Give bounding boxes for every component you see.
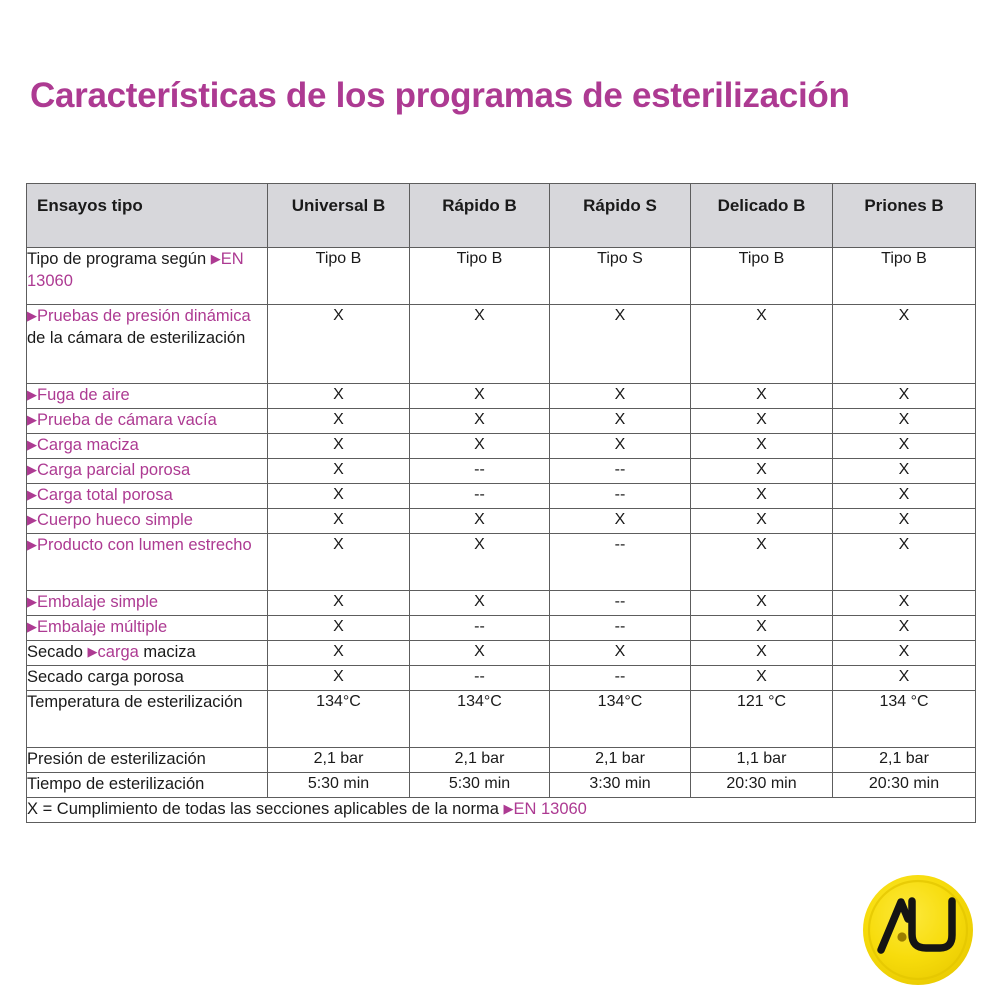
row-value-cell: 134°C xyxy=(550,691,691,748)
bullet-arrow-icon: ▶ xyxy=(27,594,37,609)
accent-text: Embalaje múltiple xyxy=(37,618,168,636)
row-value-cell: 5:30 min xyxy=(268,773,410,798)
row-value-cell: X xyxy=(691,534,833,591)
row-value-cell: X xyxy=(410,434,550,459)
accent-text: Embalaje simple xyxy=(37,593,159,611)
row-value-cell: 121 °C xyxy=(691,691,833,748)
plain-text: maciza xyxy=(138,643,196,661)
row-value-cell: X xyxy=(833,484,976,509)
row-value-cell: X xyxy=(833,384,976,409)
row-value-cell: X xyxy=(691,484,833,509)
row-value-cell: X xyxy=(691,409,833,434)
bullet-arrow-icon: ▶ xyxy=(27,308,37,323)
row-value-cell: -- xyxy=(550,459,691,484)
footnote-text xyxy=(27,798,976,823)
table-body xyxy=(27,248,976,798)
column-header-priones-b xyxy=(833,184,976,248)
table-row xyxy=(27,434,976,459)
row-value-cell: X xyxy=(550,641,691,666)
table-row xyxy=(27,305,976,384)
row-value-cell: X xyxy=(833,641,976,666)
bullet-arrow-icon: ▶ xyxy=(210,251,221,266)
table-header xyxy=(27,184,976,248)
row-label-cell xyxy=(27,459,268,484)
table-footer xyxy=(27,798,976,823)
accent-text: Pruebas de presión dinámica xyxy=(37,307,251,325)
plain-text: X = Cumplimiento de todas las secciones aplicables de la norma xyxy=(27,800,504,818)
page-title: Características de los programas de esterilización xyxy=(30,76,850,115)
row-value-cell: X xyxy=(550,509,691,534)
row-label-cell xyxy=(27,641,268,666)
row-label-cell xyxy=(27,773,268,798)
column-header-label: Delicado B xyxy=(717,196,806,215)
row-value-cell: X xyxy=(268,616,410,641)
row-value-cell: 1,1 bar xyxy=(691,748,833,773)
row-value-cell: X xyxy=(691,616,833,641)
accent-text: carga xyxy=(97,643,139,661)
row-label-cell xyxy=(27,616,268,641)
row-value-cell: X xyxy=(833,591,976,616)
column-header-rapido-b xyxy=(410,184,550,248)
accent-text: Carga parcial porosa xyxy=(37,461,191,479)
row-label-cell xyxy=(27,248,268,305)
accent-text: Prueba de cámara vacía xyxy=(37,411,217,429)
accent-text: EN 13060 xyxy=(513,800,587,818)
row-value-cell: -- xyxy=(550,666,691,691)
row-value-cell: X xyxy=(691,591,833,616)
row-value-cell: X xyxy=(691,459,833,484)
row-value-cell: X xyxy=(268,484,410,509)
accent-text: EN 13060 xyxy=(27,250,244,290)
row-value-cell: -- xyxy=(550,534,691,591)
row-value-cell: X xyxy=(410,509,550,534)
row-value-cell: X xyxy=(410,384,550,409)
row-label-cell xyxy=(27,434,268,459)
bullet-arrow-icon: ▶ xyxy=(27,437,37,452)
sterilization-programs-table xyxy=(26,183,976,823)
column-header-label: Rápido B xyxy=(442,196,517,215)
row-value-cell: -- xyxy=(410,616,550,641)
row-value-cell: X xyxy=(550,409,691,434)
row-label-cell xyxy=(27,534,268,591)
row-value-cell: Tipo B xyxy=(410,248,550,305)
row-value-cell: X xyxy=(410,641,550,666)
row-label-cell xyxy=(27,484,268,509)
row-value-cell: X xyxy=(833,534,976,591)
bullet-arrow-icon: ▶ xyxy=(27,487,37,502)
column-header-label: Rápido S xyxy=(583,196,657,215)
table-row xyxy=(27,409,976,434)
au-logo xyxy=(860,872,976,988)
au-logo-icon xyxy=(860,872,976,988)
row-value-cell: X xyxy=(268,434,410,459)
accent-text: Carga total porosa xyxy=(37,486,173,504)
accent-text: Carga maciza xyxy=(37,436,139,454)
row-label-cell xyxy=(27,305,268,384)
row-value-cell: Tipo B xyxy=(268,248,410,305)
row-value-cell: 2,1 bar xyxy=(550,748,691,773)
row-value-cell: X xyxy=(833,305,976,384)
row-value-cell: -- xyxy=(410,484,550,509)
row-value-cell: -- xyxy=(410,666,550,691)
bullet-arrow-icon: ▶ xyxy=(27,387,37,402)
row-value-cell: X xyxy=(410,534,550,591)
row-value-cell: 2,1 bar xyxy=(833,748,976,773)
row-value-cell: Tipo S xyxy=(550,248,691,305)
row-value-cell: 134°C xyxy=(410,691,550,748)
row-value-cell: X xyxy=(691,666,833,691)
table-row xyxy=(27,248,976,305)
plain-text: Secado xyxy=(27,643,88,661)
row-value-cell: X xyxy=(833,616,976,641)
row-value-cell: 20:30 min xyxy=(691,773,833,798)
row-value-cell: -- xyxy=(550,616,691,641)
bullet-arrow-icon: ▶ xyxy=(27,512,37,527)
column-header-label: Universal B xyxy=(291,196,386,215)
column-header-delicado-b xyxy=(691,184,833,248)
row-value-cell: 2,1 bar xyxy=(268,748,410,773)
table-row xyxy=(27,591,976,616)
table-row xyxy=(27,691,976,748)
row-value-cell: X xyxy=(833,409,976,434)
plain-text: Tiempo de esterilización xyxy=(27,775,205,793)
row-value-cell: -- xyxy=(410,459,550,484)
row-value-cell: 5:30 min xyxy=(410,773,550,798)
bullet-arrow-icon: ▶ xyxy=(27,619,37,634)
bullet-arrow-icon: ▶ xyxy=(87,644,98,659)
plain-text: Tipo de programa según xyxy=(27,250,211,268)
column-header-tests xyxy=(27,184,268,248)
plain-text: Temperatura de esterilización xyxy=(27,693,243,711)
row-value-cell: 134 °C xyxy=(833,691,976,748)
row-value-cell: X xyxy=(833,509,976,534)
row-value-cell: X xyxy=(550,305,691,384)
plain-text: de la cámara de esterilización xyxy=(27,329,246,347)
plain-text: Secado carga porosa xyxy=(27,668,184,686)
table-row xyxy=(27,509,976,534)
column-header-rapido-s xyxy=(550,184,691,248)
row-value-cell: Tipo B xyxy=(691,248,833,305)
row-value-cell: 2,1 bar xyxy=(410,748,550,773)
row-value-cell: X xyxy=(833,459,976,484)
row-value-cell: X xyxy=(268,534,410,591)
row-value-cell: X xyxy=(691,305,833,384)
bullet-arrow-icon: ▶ xyxy=(27,462,37,477)
table-row xyxy=(27,773,976,798)
row-value-cell: X xyxy=(268,641,410,666)
bullet-arrow-icon: ▶ xyxy=(27,537,37,552)
row-value-cell: X xyxy=(550,384,691,409)
row-value-cell: X xyxy=(691,641,833,666)
accent-text: Producto con lumen estrecho xyxy=(37,536,252,554)
row-value-cell: -- xyxy=(550,591,691,616)
row-value-cell: X xyxy=(550,434,691,459)
table-row xyxy=(27,459,976,484)
row-label-cell xyxy=(27,691,268,748)
footnote-row xyxy=(27,798,976,823)
row-value-cell: X xyxy=(268,384,410,409)
row-label-cell xyxy=(27,748,268,773)
row-value-cell: X xyxy=(833,434,976,459)
accent-text: Fuga de aire xyxy=(37,386,130,404)
table-row xyxy=(27,616,976,641)
row-value-cell: X xyxy=(691,384,833,409)
row-value-cell: X xyxy=(691,509,833,534)
row-value-cell: Tipo B xyxy=(833,248,976,305)
row-label-cell xyxy=(27,409,268,434)
table-row xyxy=(27,748,976,773)
column-header-universal-b xyxy=(268,184,410,248)
row-label-cell xyxy=(27,591,268,616)
row-label-cell xyxy=(27,384,268,409)
row-value-cell: X xyxy=(268,409,410,434)
table-row xyxy=(27,641,976,666)
row-value-cell: X xyxy=(268,666,410,691)
accent-text: Cuerpo hueco simple xyxy=(37,511,193,529)
row-label-cell xyxy=(27,509,268,534)
row-value-cell: X xyxy=(268,591,410,616)
row-value-cell: X xyxy=(268,305,410,384)
row-value-cell: X xyxy=(268,459,410,484)
row-value-cell: X xyxy=(268,509,410,534)
row-value-cell: 134°C xyxy=(268,691,410,748)
table-row xyxy=(27,484,976,509)
table-header-row xyxy=(27,184,976,248)
row-value-cell: -- xyxy=(550,484,691,509)
row-value-cell: X xyxy=(691,434,833,459)
table-row xyxy=(27,534,976,591)
row-value-cell: X xyxy=(833,666,976,691)
bullet-arrow-icon: ▶ xyxy=(27,412,37,427)
row-label-cell xyxy=(27,666,268,691)
row-value-cell: X xyxy=(410,591,550,616)
table-row xyxy=(27,666,976,691)
row-value-cell: X xyxy=(410,409,550,434)
table-row xyxy=(27,384,976,409)
bullet-arrow-icon: ▶ xyxy=(503,801,514,816)
plain-text: Presión de esterilización xyxy=(27,750,206,768)
spec-table-container xyxy=(26,183,975,823)
column-header-label: Priones B xyxy=(864,196,944,215)
row-value-cell: 3:30 min xyxy=(550,773,691,798)
row-value-cell: X xyxy=(410,305,550,384)
row-value-cell: 20:30 min xyxy=(833,773,976,798)
column-header-label: Ensayos tipo xyxy=(37,196,143,215)
